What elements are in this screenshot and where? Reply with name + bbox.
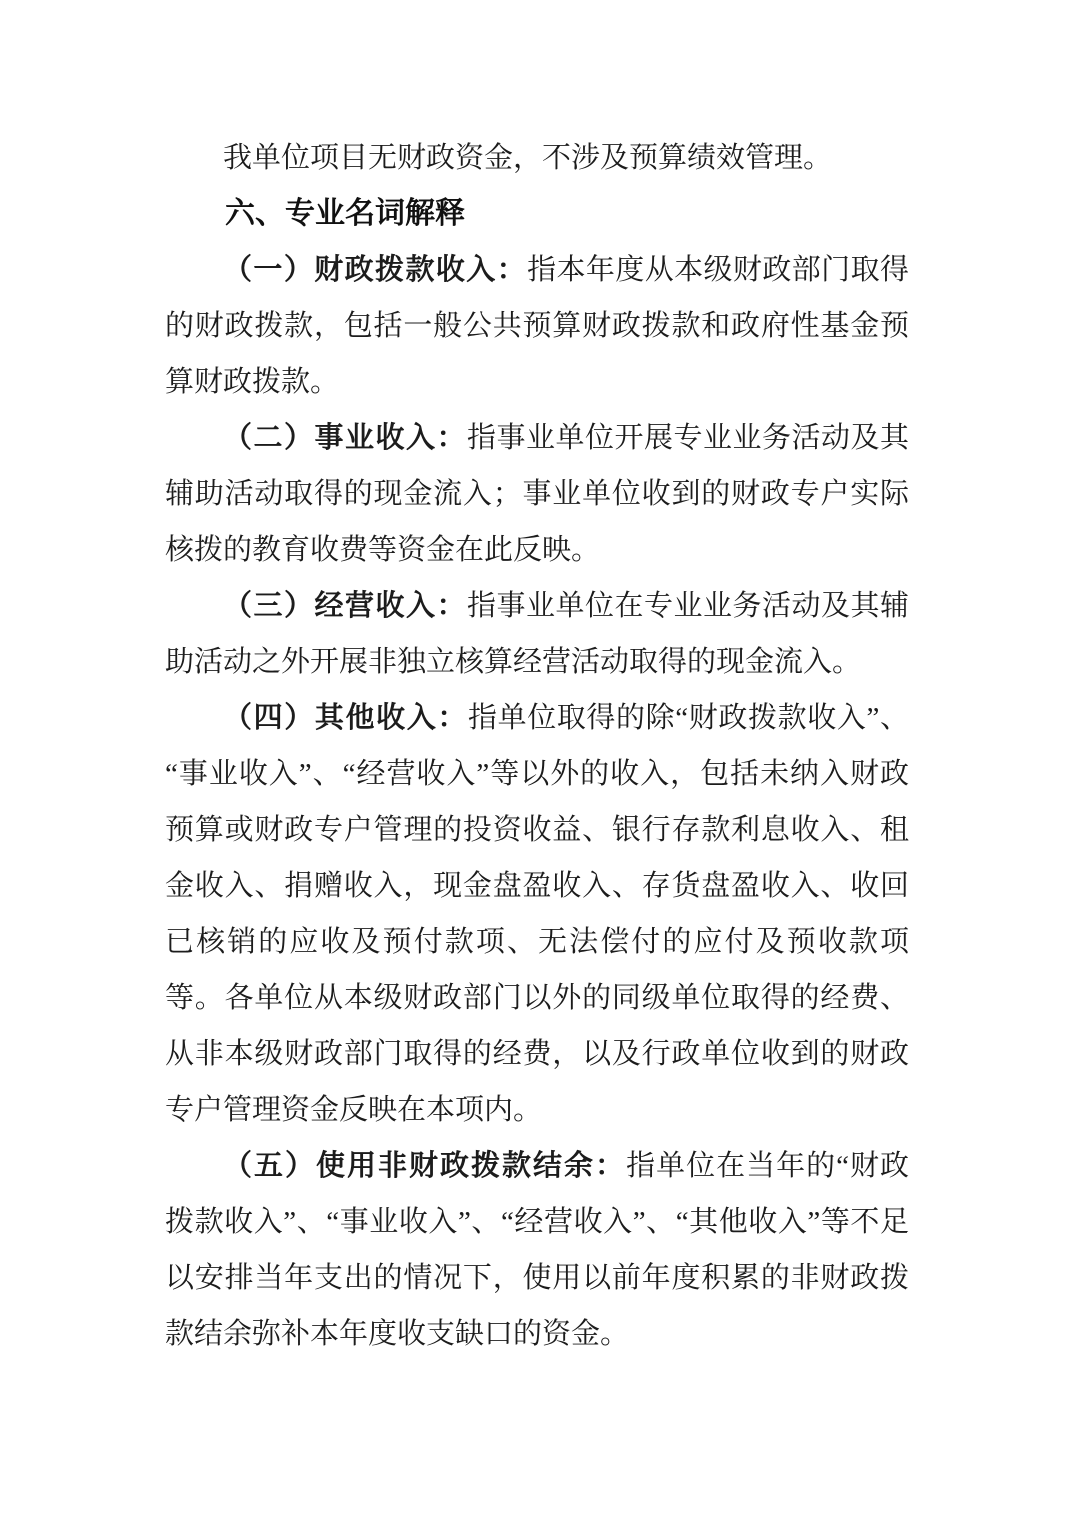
definition-term-5: （五）使用非财政拨款结余：	[223, 1150, 627, 1182]
definition-body-5: 指单位在当年的“财政拨款收入”、“事业收入”、“经营收入”、“其他收入”等不足以安排当年支出的情况下，使用以前年度积累的非财政拨款结余弥补本年度收支缺口的资金。	[165, 1150, 909, 1350]
definition-term-1: （一）财政拨款收入：	[223, 254, 528, 286]
definition-term-2: （二）事业收入：	[223, 422, 467, 454]
definition-body-2: 指事业单位开展专业业务活动及其辅助活动取得的现金流入；事业单位收到的财政专户实际核拨的教育收费等资金在此反映。	[165, 422, 909, 566]
definition-paragraph-4	[165, 690, 909, 1138]
definition-term-3: （三）经营收入：	[223, 590, 467, 622]
definition-body-4: 指单位取得的除“财政拨款收入”、“事业收入”、“经营收入”等以外的收入，包括未纳入财政预算或财政专户管理的投资收益、银行存款利息收入、租金收入、捐赠收入，现金盘盈收入、存货盘盈收入、收回已核销的应收及预付款项、无法偿付的应付及预收款项等。各单位从本级财政部门以外的同级单位取得的经费、从非本级财政部门取得的经费，以及行政单位收到的财政专户管理资金反映在本项内。	[165, 702, 909, 1126]
intro-paragraph	[165, 130, 909, 186]
definition-paragraph-2	[165, 410, 909, 578]
definition-paragraph-5	[165, 1138, 909, 1362]
document-body	[165, 130, 909, 1362]
definition-paragraph-3	[165, 578, 909, 690]
section-heading: 六、专业名词解释	[225, 197, 465, 230]
intro-text: 我单位项目无财政资金，不涉及预算绩效管理。	[223, 142, 833, 174]
definition-term-4: （四）其他收入：	[223, 702, 468, 734]
definition-body-3: 指事业单位在专业业务活动及其辅助活动之外开展非独立核算经营活动取得的现金流入。	[165, 590, 909, 678]
definition-paragraph-1	[165, 242, 909, 410]
definition-body-1: 指本年度从本级财政部门取得的财政拨款，包括一般公共预算财政拨款和政府性基金预算财政拨款。	[165, 254, 909, 398]
